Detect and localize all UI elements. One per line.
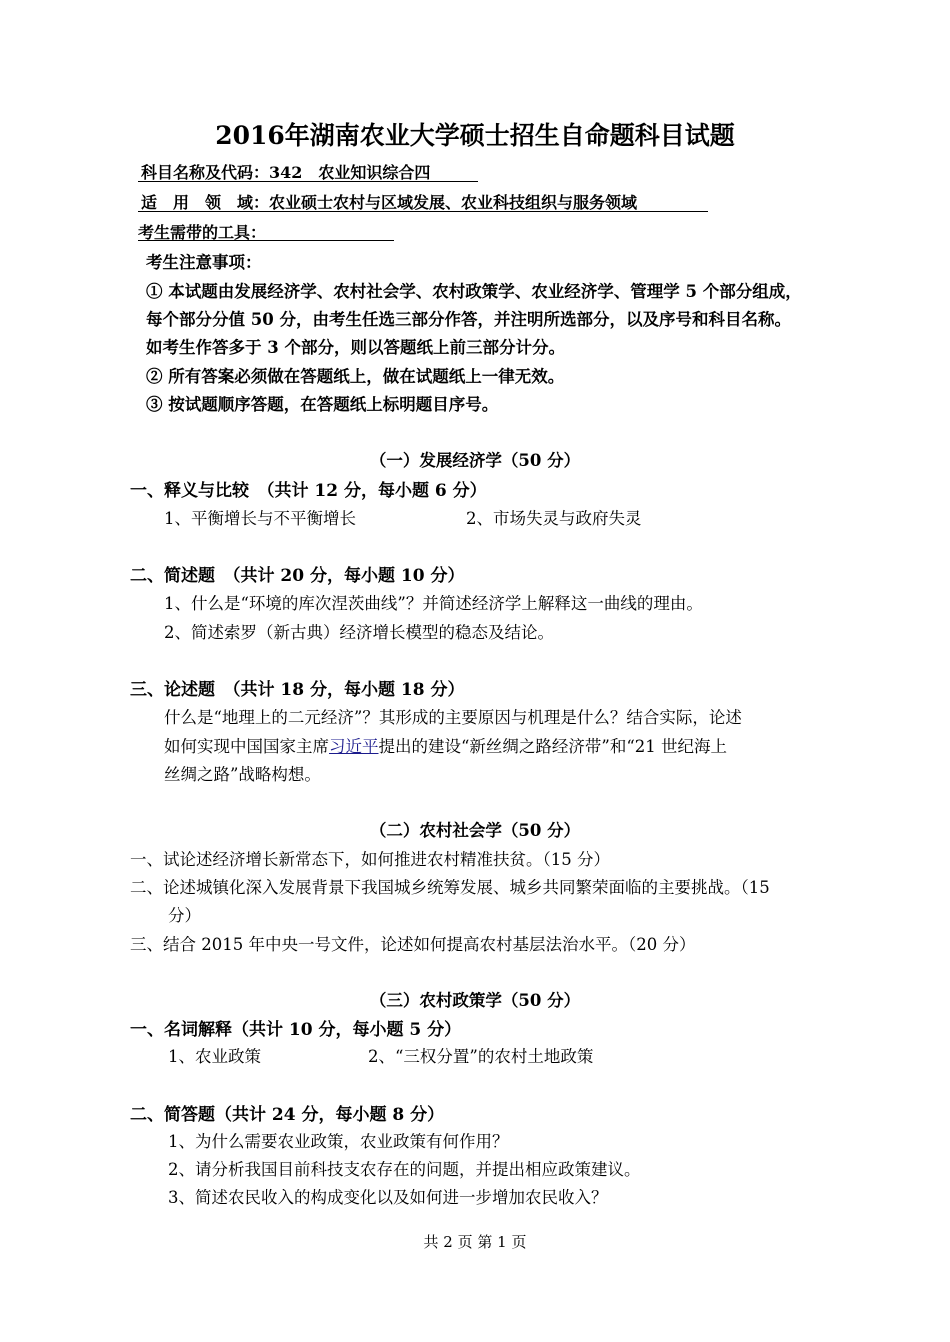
field-line: 适 用 领 域：农业硕士农村与区域发展、农业科技组织与服务领域 [141, 193, 638, 212]
notice-line: ② 所有答案必须做在答题纸上，做在试题纸上一律无效。 [146, 367, 565, 386]
question-text: 丝绸之路”战略构想。 [164, 765, 321, 784]
question-item: 3、简述农民收入的构成变化以及如何进一步增加农民收入？ [168, 1188, 608, 1207]
question-heading: 一、名词解释（共计 10 分，每小题 5 分） [130, 1020, 462, 1040]
question-item: 2、市场失灵与政府失灵 [466, 509, 642, 528]
section-title-rural-sociology: （二）农村社会学（50 分） [369, 821, 581, 840]
question-heading: 二、简述题 （共计 20 分，每小题 10 分） [130, 566, 465, 586]
question-text: 二、论述城镇化深入发展背景下我国城乡统筹发展、城乡共同繁荣面临的主要挑战。（15 [130, 878, 770, 897]
notice-line: 每个部分分值 50 分，由考生任选三部分作答，并注明所选部分，以及序号和科目名称。 [146, 310, 791, 329]
question-text: 一、试论述经济增长新常态下，如何推进农村精准扶贫。（15 分） [130, 850, 610, 869]
question-item: 1、为什么需要农业政策，农业政策有何作用？ [168, 1132, 509, 1151]
question-heading: 二、简答题（共计 24 分，每小题 8 分） [130, 1105, 445, 1125]
question-heading: 一、释义与比较 （共计 12 分，每小题 6 分） [130, 481, 487, 501]
question-text: 分） [168, 906, 201, 925]
question-text-part: 提出的建设“新丝绸之路经济带”和“21 世纪海上 [378, 737, 728, 756]
page-footer: 共 2 页 第 1 页 [423, 1233, 527, 1251]
question-heading: 三、论述题 （共计 18 分，每小题 18 分） [130, 680, 465, 700]
question-text [164, 733, 727, 757]
question-text: 三、结合 2015 年中央一号文件，论述如何提高农村基层法治水平。（20 分） [130, 935, 696, 954]
page-title: 2016年湖南农业大学硕士招生自命题科目试题 [215, 121, 735, 150]
notice-line: ① 本试题由发展经济学、农村社会学、农村政策学、农业经济学、管理学 5 个部分组成， [146, 282, 802, 301]
question-item: 2、请分析我国目前科技支农存在的问题，并提出相应政策建议。 [168, 1160, 641, 1179]
question-text: 什么是“地理上的二元经济”？其形成的主要原因与机理是什么？结合实际，论述 [164, 708, 742, 727]
tools-underline [138, 240, 394, 241]
question-item: 1、什么是“环境的库次涅茨曲线”？并简述经济学上解释这一曲线的理由。 [164, 594, 703, 613]
notice-title: 考生注意事项： [146, 253, 262, 272]
question-item: 2、简述索罗（新古典）经济增长模型的稳态及结论。 [164, 623, 554, 642]
subject-line: 科目名称及代码：342 农业知识综合四 [141, 163, 431, 182]
section-title-development-economics: （一）发展经济学（50 分） [369, 451, 581, 470]
notice-line: 如考生作答多于 3 个部分，则以答题纸上前三部分计分。 [146, 338, 565, 357]
section-title-rural-policy: （三）农村政策学（50 分） [369, 991, 581, 1010]
question-item: 1、平衡增长与不平衡增长 [164, 509, 356, 528]
name-link[interactable]: 习近平 [329, 737, 379, 756]
subject-underline [138, 181, 478, 182]
field-underline [138, 211, 708, 212]
question-text-part: 如何实现中国国家主席 [164, 737, 329, 756]
question-item: 2、“三权分置”的农村土地政策 [368, 1047, 594, 1066]
question-item: 1、农业政策 [168, 1047, 261, 1066]
tools-line: 考生需带的工具： [138, 223, 267, 242]
notice-line: ③ 按试题顺序答题，在答题纸上标明题目序号。 [146, 395, 499, 414]
